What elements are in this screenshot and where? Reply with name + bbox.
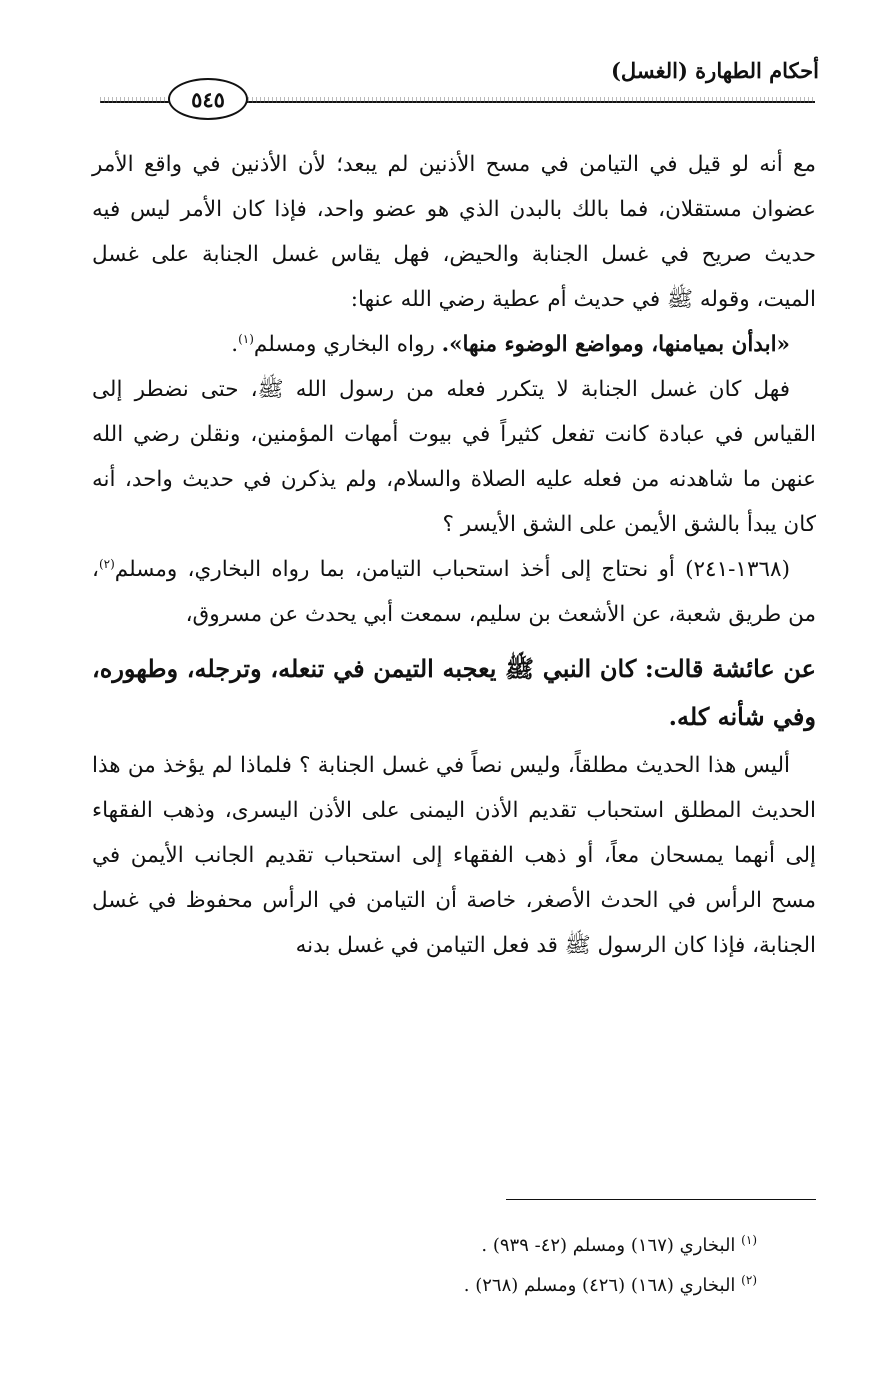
header-rule-texture (240, 97, 815, 103)
paragraph-quote: «ابدأن بميامنها، ومواضع الوضوء منها». رواه البخاري ومسلم$^{(١)}$. (231, 331, 790, 357)
isnad-start: (١٣٦٨-٢٤١) أو نحتاج إلى أخذ استحباب التيامن، بما رواه البخاري، ومسلم (114, 557, 790, 582)
main-text (92, 142, 816, 968)
paragraph: فهل كان غسل الجنابة لا يتكرر فعله من رسول الله ﷺ، حتى نضطر إلى القياس في عبادة كانت تفعل كثيراً في بيوت أمهات المؤمنين، ونقلن رضي الله عنهن ما شاهدنه من فعله عليه الصلاة والسلام، ولم يذكرن في حديث واحد، أنه كان يبدأ بالشق الأيمن على الشق الأيسر ؟ (92, 377, 816, 537)
header-rule-texture-left (100, 97, 170, 103)
footnote-2 (464, 1266, 757, 1306)
footnote-text: البخاري (١٦٨) (٤٢٦) ومسلم (٢٦٨) . (463, 1275, 736, 1296)
isnad-end: ، من طريق شعبة، عن الأشعث بن سليم، سمعت أبي يحدث عن مسروق، (92, 557, 816, 627)
footnote-separator (506, 1199, 816, 1200)
page-header (0, 0, 879, 120)
footnote-mark: (١) (741, 1233, 757, 1247)
paragraph-isnad (92, 547, 816, 637)
footnote-text: البخاري (١٦٧) ومسلم (٤٢- ٩٣٩) . (481, 1235, 736, 1256)
narration-note: رواه البخاري ومسلم (253, 332, 442, 357)
footnote-ref: (١) (238, 331, 254, 346)
page-number: ٥٤٥ (168, 78, 248, 120)
paragraph: مع أنه لو قيل في التيامن في مسح الأذنين لم يبعد؛ لأن الأذنين في واقع الأمر عضوان مستقلان، فما بالك بالبدن الذي هو عضو واحد، فإذا كان الأمر ليس فيه حديث صريح في غسل الجنابة والحيض، فهل يقاس غسل الجنابة على غسل الميت، وقوله ﷺ في حديث أم عطية رضي الله عنها: (92, 152, 816, 312)
footnotes (464, 1226, 757, 1306)
hadith-text: عن عائشة قالت: كان النبي ﷺ يعجبه التيمن في تنعله، وترجله، وطهوره، وفي شأنه كله. (92, 654, 816, 731)
paragraph: أليس هذا الحديث مطلقاً، وليس نصاً في غسل الجنابة ؟ فلماذا لم يؤخذ من هذا الحديث المطلق استحباب تقديم الأذن اليمنى على الأذن اليسرى، وذهب الفقهاء إلى أنهما يمسحان معاً، أو ذهب الفقهاء إلى استحباب تقديم الجانب الأيمن في مسح الرأس في الحدث الأصغر، خاصة أن التيامن في الرأس محفوظ في غسل الجنابة، فإذا كان الرسول ﷺ قد فعل التيامن في غسل بدنه (92, 753, 816, 958)
running-title: أحكام الطهارة (الغسل) (611, 58, 819, 83)
hadith-quote: «ابدأن بميامنها، ومواضع الوضوء منها». (441, 332, 790, 357)
footnote-ref: (٢) (98, 556, 115, 571)
footnote-1 (464, 1226, 757, 1266)
footnote-mark: (٢) (741, 1273, 757, 1287)
